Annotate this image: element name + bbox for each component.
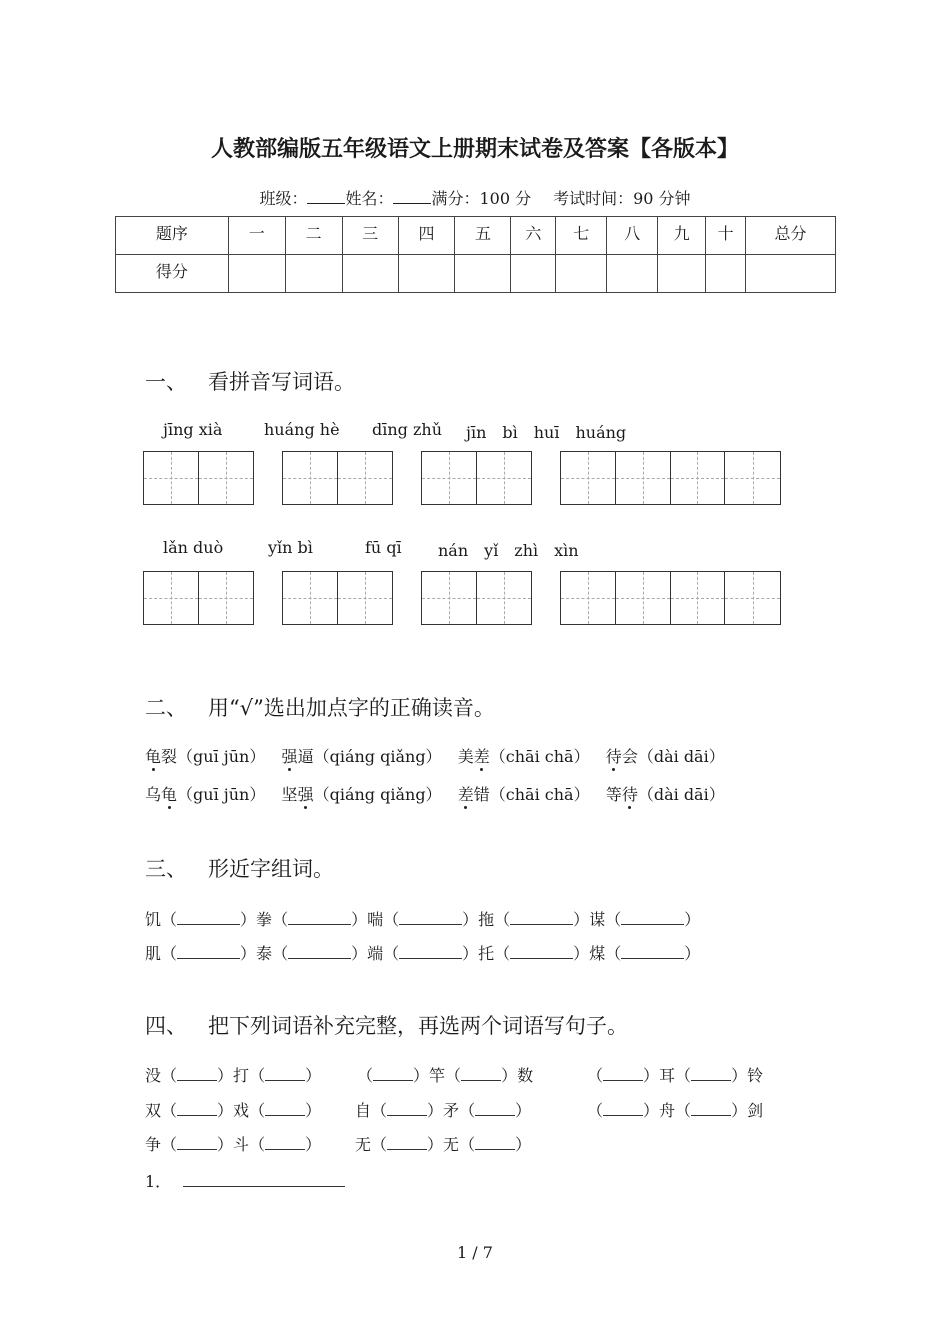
section2-number: 二、 — [145, 696, 187, 720]
pinyin-label: jīng xià — [163, 420, 223, 439]
word-blank[interactable] — [510, 910, 573, 925]
word-blank[interactable] — [399, 944, 462, 959]
char: 煤 — [589, 944, 606, 963]
pinyin-label: dīng zhǔ — [372, 420, 443, 439]
section1-heading — [145, 366, 355, 396]
pinyin-label: lǎn duò — [163, 538, 224, 557]
idiom: 没（ ）打（ ） — [145, 1066, 322, 1085]
header-cell: 七 — [556, 217, 607, 255]
writing-grid[interactable] — [421, 571, 532, 625]
reading-item[interactable]: 坚强（qiáng qiǎng） — [281, 785, 442, 804]
char-row-1: 饥（ ）拳（ ）喘（ ）拖（ ）谋（ ） — [145, 910, 701, 929]
reading-item[interactable]: 龟裂（guī jūn） — [145, 747, 266, 766]
score-cell[interactable] — [342, 255, 398, 293]
idiom-blank[interactable] — [373, 1066, 413, 1081]
pinyin-label: yǐn bì — [268, 538, 313, 557]
score-cell[interactable] — [511, 255, 556, 293]
page-number: 1 / 7 — [457, 1243, 493, 1262]
header-cell: 六 — [511, 217, 556, 255]
exam-info — [0, 186, 950, 209]
idiom-blank[interactable] — [177, 1066, 217, 1081]
char: 拖 — [478, 910, 495, 929]
class-label: 班级： — [259, 189, 308, 208]
section3-number: 三、 — [145, 857, 187, 881]
section1-title: 看拼音写词语。 — [208, 370, 355, 394]
full-score: 满分：100 分 — [431, 189, 532, 208]
idiom-blank[interactable] — [475, 1135, 515, 1150]
page-title: 人教部编版五年级语文上册期末试卷及答案【各版本】 — [210, 136, 739, 162]
reading-item[interactable]: 强逼（qiáng qiǎng） — [281, 747, 442, 766]
pinyin-label: fū qī — [365, 538, 402, 557]
idiom-blank[interactable] — [603, 1066, 643, 1081]
char: 托 — [478, 944, 495, 963]
score-cell[interactable] — [706, 255, 746, 293]
header-cell: 八 — [607, 217, 658, 255]
header-cell: 三 — [342, 217, 398, 255]
reading-row-2 — [145, 782, 725, 805]
reading-item[interactable]: 待会（dài dāi） — [605, 747, 725, 766]
char-row-2: 肌（ ）泰（ ）端（ ）托（ ）煤（ ） — [145, 944, 701, 963]
idiom: （ ）竿（ ）数 — [357, 1066, 534, 1085]
name-label: 姓名： — [345, 189, 394, 208]
word-blank[interactable] — [177, 910, 240, 925]
idiom-blank[interactable] — [265, 1135, 305, 1150]
score-cell[interactable] — [658, 255, 706, 293]
writing-grid[interactable] — [560, 451, 781, 505]
idiom: 争（ ）斗（ ） — [145, 1135, 322, 1154]
idiom-blank[interactable] — [387, 1135, 427, 1150]
section4-title: 把下列词语补充完整，再选两个词语写句子。 — [208, 1014, 628, 1038]
word-blank[interactable] — [399, 910, 462, 925]
sentence-blank[interactable] — [183, 1172, 345, 1187]
header-cell: 一 — [228, 217, 285, 255]
sentence-answer — [145, 1169, 345, 1192]
header-cell: 十 — [706, 217, 746, 255]
idiom-blank[interactable] — [691, 1101, 731, 1116]
header-cell: 九 — [658, 217, 706, 255]
char: 喘 — [367, 910, 384, 929]
reading-item[interactable]: 差错（chāi chā） — [457, 785, 590, 804]
reading-row-1 — [145, 744, 725, 767]
idiom-blank[interactable] — [387, 1101, 427, 1116]
header-cell: 四 — [398, 217, 455, 255]
score-row-label: 得分 — [116, 255, 229, 293]
char: 肌 — [145, 944, 162, 963]
word-blank[interactable] — [288, 910, 351, 925]
char: 拳 — [256, 910, 273, 929]
writing-grid[interactable] — [560, 571, 781, 625]
score-cell[interactable] — [398, 255, 455, 293]
idiom-blank[interactable] — [461, 1066, 501, 1081]
idiom: 自（ ）矛（ ） — [355, 1101, 532, 1120]
exam-time: 考试时间：90 分钟 — [553, 189, 691, 208]
word-blank[interactable] — [621, 944, 684, 959]
header-cell: 二 — [285, 217, 342, 255]
score-cell[interactable] — [607, 255, 658, 293]
score-cell[interactable] — [556, 255, 607, 293]
score-cell[interactable] — [285, 255, 342, 293]
pinyin-label: huáng hè — [264, 420, 340, 439]
section1-number: 一、 — [145, 370, 187, 394]
idiom-blank[interactable] — [603, 1101, 643, 1116]
section4-heading — [145, 1010, 628, 1040]
section3-title: 形近字组词。 — [208, 857, 334, 881]
idiom: 无（ ）无（ ） — [355, 1135, 532, 1154]
pinyin-label: nán yǐ zhì xìn — [438, 541, 579, 560]
idiom: （ ）耳（ ）铃 — [587, 1066, 764, 1085]
char: 谋 — [589, 910, 606, 929]
section2-heading — [145, 692, 495, 722]
word-blank[interactable] — [177, 944, 240, 959]
idiom: （ ）舟（ ）剑 — [587, 1101, 764, 1120]
score-cell[interactable] — [455, 255, 511, 293]
header-cell: 总分 — [746, 217, 836, 255]
pinyin-label: jīn bì huī huáng — [466, 423, 627, 442]
idiom-blank[interactable] — [177, 1135, 217, 1150]
writing-grid[interactable] — [143, 451, 254, 505]
score-header-row — [116, 217, 836, 255]
writing-grid[interactable] — [282, 571, 393, 625]
word-blank[interactable] — [510, 944, 573, 959]
score-cell[interactable] — [746, 255, 836, 293]
name-blank[interactable] — [393, 189, 431, 204]
reading-item[interactable]: 等待（dài dāi） — [605, 785, 725, 804]
idiom-blank[interactable] — [475, 1101, 515, 1116]
score-table — [115, 216, 836, 293]
word-blank[interactable] — [621, 910, 684, 925]
reading-item[interactable]: 乌龟（guī jūn） — [145, 785, 266, 804]
idiom-blank[interactable] — [691, 1066, 731, 1081]
word-blank[interactable] — [288, 944, 351, 959]
section4-number: 四、 — [145, 1014, 187, 1038]
idiom-blank[interactable] — [265, 1101, 305, 1116]
idiom-blank[interactable] — [265, 1066, 305, 1081]
section3-heading — [145, 853, 334, 883]
score-cell[interactable] — [228, 255, 285, 293]
class-blank[interactable] — [307, 189, 345, 204]
answer-number: 1． — [145, 1172, 172, 1191]
writing-grid[interactable] — [282, 451, 393, 505]
score-value-row — [116, 255, 836, 293]
header-cell: 五 — [455, 217, 511, 255]
writing-grid[interactable] — [421, 451, 532, 505]
header-cell: 题序 — [116, 217, 229, 255]
char: 端 — [367, 944, 384, 963]
reading-item[interactable]: 美差（chāi chā） — [457, 747, 590, 766]
writing-grid[interactable] — [143, 571, 254, 625]
idiom-blank[interactable] — [177, 1101, 217, 1116]
char: 饥 — [145, 910, 162, 929]
idiom: 双（ ）戏（ ） — [145, 1101, 322, 1120]
char: 泰 — [256, 944, 273, 963]
section2-title: 用“√”选出加点字的正确读音。 — [208, 696, 495, 720]
